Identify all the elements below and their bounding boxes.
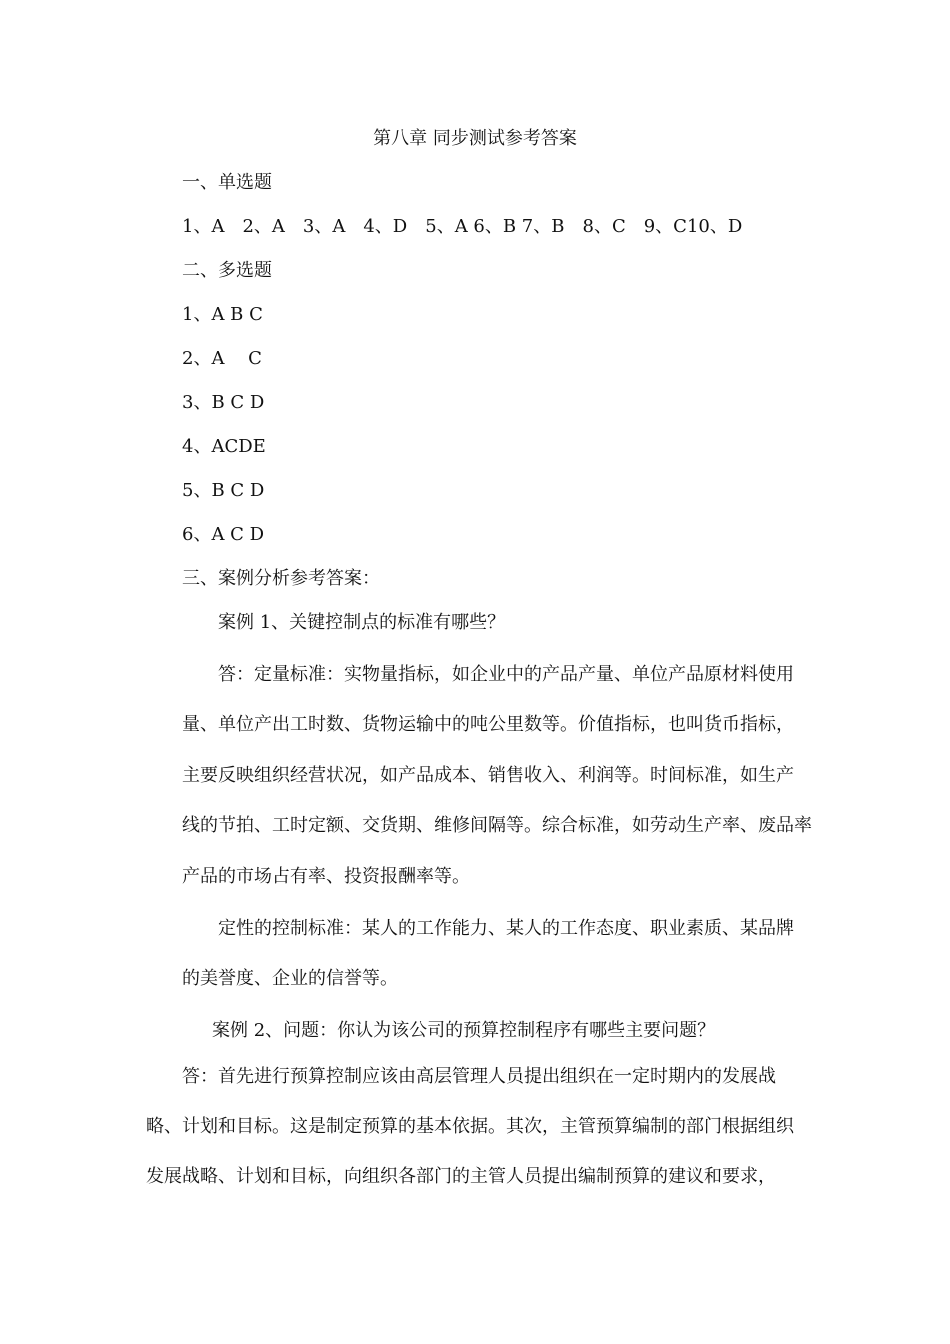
case1-answer-line: 产品的市场占有率、投资报酬率等。 [182,866,470,887]
section-heading-case-analysis: 三、案例分析参考答案： [182,568,380,589]
case1-answer-line: 线的节拍、工时定额、交货期、维修间隔等。综合标准，如劳动生产率、废品率 [182,815,812,836]
multiple-choice-answer: 1、A B C [182,304,263,325]
case2-question: 案例 2、问题：你认为该公司的预算控制程序有哪些主要问题？ [212,1020,716,1041]
case1-qualitative-line: 定性的控制标准：某人的工作能力、某人的工作态度、职业素质、某品牌 [218,918,794,939]
multiple-choice-answer: 3、B C D [182,392,265,413]
case2-answer-line: 发展战略、计划和目标，向组织各部门的主管人员提出编制预算的建议和要求， [146,1166,776,1187]
multiple-choice-answer: 2、A C [182,348,262,369]
case1-question: 案例 1、关键控制点的标准有哪些？ [218,612,506,633]
case1-answer-line: 主要反映组织经营状况，如产品成本、销售收入、利润等。时间标准，如生产 [182,765,794,786]
multiple-choice-answer: 6、A C D [182,524,265,545]
multiple-choice-answer: 5、B C D [182,480,265,501]
multiple-choice-answer: 4、ACDE [182,436,266,457]
section-heading-single-choice: 一、单选题 [182,172,272,193]
page-title: 第八章 同步测试参考答案 [373,128,577,149]
case2-answer-line: 略、计划和目标。这是制定预算的基本依据。其次，主管预算编制的部门根据组织 [146,1116,794,1137]
single-choice-answers: 1、A 2、A 3、A 4、D 5、A 6、B 7、B 8、C 9、C10、D [182,216,743,237]
case1-answer-line: 量、单位产出工时数、货物运输中的吨公里数等。价值指标，也叫货币指标， [182,714,794,735]
case1-qualitative-line: 的美誉度、企业的信誉等。 [182,968,398,989]
case2-answer-line: 答：首先进行预算控制应该由高层管理人员提出组织在一定时期内的发展战 [182,1066,776,1087]
section-heading-multiple-choice: 二、多选题 [182,260,272,281]
case1-answer-line: 答：定量标准：实物量指标，如企业中的产品产量、单位产品原材料使用 [218,664,794,685]
